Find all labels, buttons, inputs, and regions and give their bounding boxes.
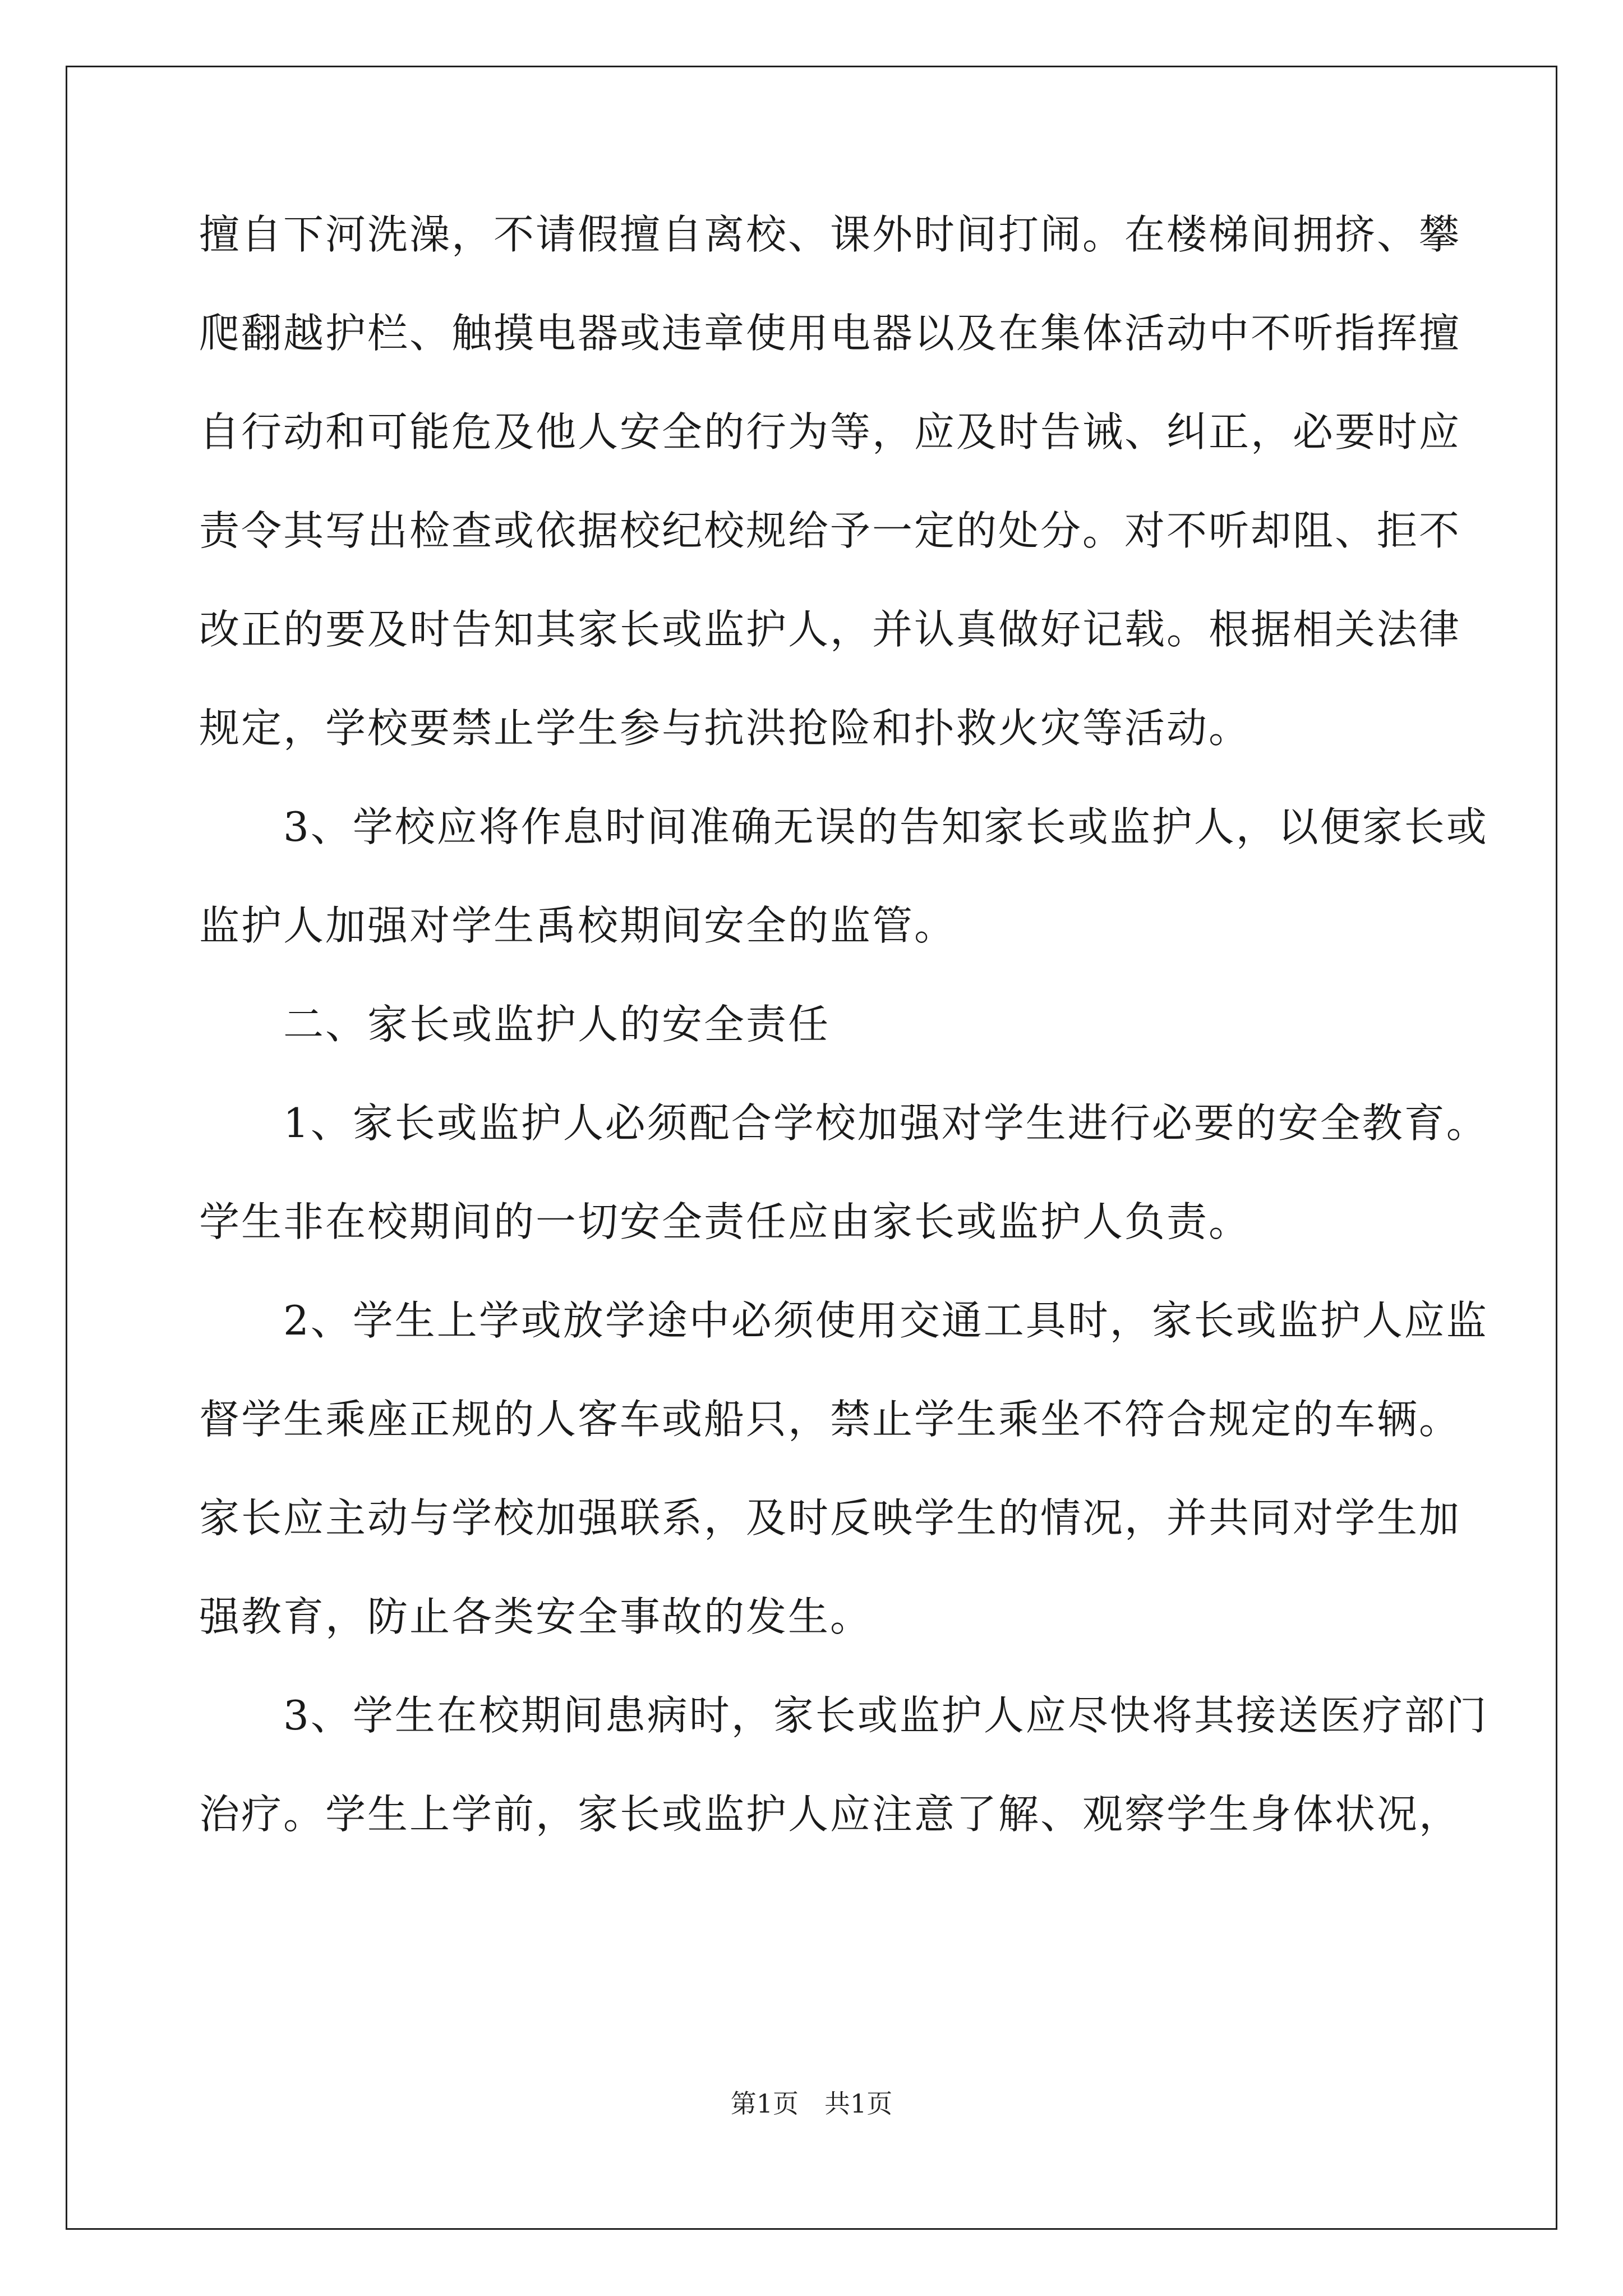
text-line-3: 自行动和可能危及他人安全的行为等，应及时告诫、纠正，必要时应 <box>199 408 1461 455</box>
text-line-12: 2、学生上学或放学途中必须使用交通工具时，家长或监护人应监 <box>199 1297 1488 1344</box>
text-line-10: 1、家长或监护人必须配合学校加强对学生进行必要的安全教育。 <box>199 1099 1488 1147</box>
text-line-8: 监护人加强对学生禹校期间安全的监管。 <box>199 902 957 949</box>
text-line-7: 3、学校应将作息时间准确无误的告知家长或监护人，以便家长或 <box>199 803 1488 850</box>
text-line-14: 家长应主动与学校加强联系，及时反映学生的情况，并共同对学生加 <box>199 1494 1461 1542</box>
text-line-4: 责令其写出检查或依据校纪校规给予一定的处分。对不听却阻、拒不 <box>199 507 1461 554</box>
text-line-11: 学生非在校期间的一切安全责任应由家长或监护人负责。 <box>199 1198 1251 1245</box>
text-line-13: 督学生乘座正规的人客车或船只，禁止学生乘坐不符合规定的车辆。 <box>199 1396 1461 1443</box>
text-line-15: 强教育，防止各类安全事故的发生。 <box>199 1593 873 1640</box>
text-line-2: 爬翻越护栏、触摸电器或违章使用电器以及在集体活动中不听指挥擅 <box>199 310 1461 357</box>
document-body <box>199 185 1488 1864</box>
text-line-16: 3、学生在校期间患病时，家长或监护人应尽快将其接送医疗部门 <box>199 1692 1488 1739</box>
text-line-5: 改正的要及时告知其家长或监护人，并认真做好记载。根据相关法律 <box>199 606 1461 653</box>
text-line-1: 擅自下河洗澡，不请假擅自离校、课外时间打闹。在楼梯间拥挤、攀 <box>199 211 1461 258</box>
text-line-17: 治疗。学生上学前，家长或监护人应注意了解、观察学生身体状况， <box>199 1791 1461 1838</box>
text-line-6: 规定，学校要禁止学生参与抗洪抢险和扑救火灾等活动。 <box>199 705 1251 752</box>
page-footer: 第1页 共1页 <box>730 2088 893 2119</box>
section-heading: 二、家长或监护人的安全责任 <box>199 1001 831 1048</box>
